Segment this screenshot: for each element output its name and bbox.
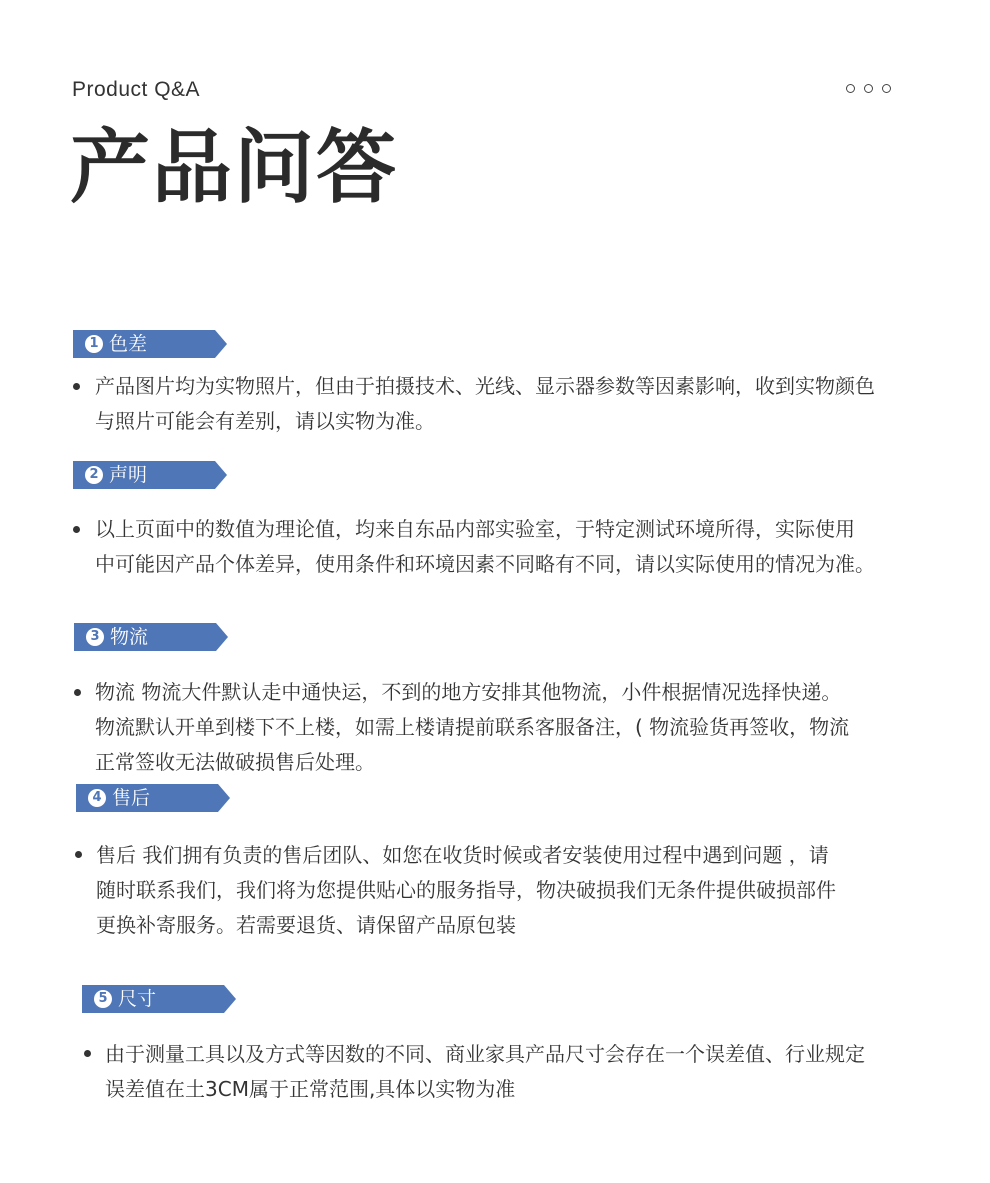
section-tag-color-difference — [73, 330, 227, 358]
text-line: 随时联系我们，我们将为您提供贴心的服务指导，物决破损我们无条件提供破损部件 — [96, 878, 836, 902]
text-line: 产品图片均为实物照片，但由于拍摄技术、光线、显示器参数等因素影响，收到实物颜色 — [95, 374, 875, 398]
dot-icon — [882, 84, 891, 93]
bullet-icon — [84, 1050, 91, 1057]
text-line: 中可能因产品个体差异，使用条件和环境因素不同略有不同，请以实际使用的情况为准。 — [95, 552, 875, 576]
text-line: 售后 我们拥有负责的售后团队、如您在收货时候或者安装使用过程中遇到问题 ，请 — [96, 843, 829, 867]
tag-arrow-icon — [216, 623, 228, 651]
dot-icon — [864, 84, 873, 93]
dot-icon — [846, 84, 855, 93]
bullet-icon — [75, 851, 82, 858]
tag-body — [73, 330, 215, 358]
number-badge: 5 — [94, 990, 112, 1008]
section-tag-statement — [73, 461, 227, 489]
bullet-icon — [74, 689, 81, 696]
section-label: 售后 — [112, 787, 151, 809]
more-options-icon[interactable] — [846, 84, 891, 93]
bullet-icon — [73, 383, 80, 390]
section-text — [95, 369, 875, 439]
section-tag-after-sales — [76, 784, 230, 812]
tag-arrow-icon — [215, 330, 227, 358]
section-text — [95, 675, 849, 780]
section-label: 色差 — [109, 333, 148, 355]
number-badge: 3 — [86, 628, 104, 646]
text-line: 物流 物流大件默认走中通快运，不到的地方安排其他物流，小件根据情况选择快递。 — [95, 680, 842, 704]
tag-body — [76, 784, 218, 812]
text-line: 以上页面中的数值为理论值，均来自东品内部实验室，于特定测试环境所得，实际使用 — [95, 517, 855, 541]
text-line: 误差值在土3CM属于正常范围,具体以实物为准 — [105, 1077, 516, 1101]
tag-arrow-icon — [215, 461, 227, 489]
section-tag-logistics — [74, 623, 228, 651]
section-text — [105, 1037, 865, 1107]
number-badge: 2 — [85, 466, 103, 484]
text-line: 更换补寄服务。若需要退货、请保留产品原包装 — [96, 913, 516, 937]
text-line: 物流默认开单到楼下不上楼，如需上楼请提前联系客服备注，( 物流验货再签收，物流 — [95, 715, 850, 739]
text-line: 正常签收无法做破损售后处理。 — [95, 750, 375, 774]
section-text — [95, 512, 875, 582]
section-label: 物流 — [110, 626, 149, 648]
tag-body — [73, 461, 215, 489]
page-title: 产品问答 — [70, 121, 398, 214]
page-subtitle: Product Q&A — [72, 78, 201, 101]
tag-arrow-icon — [224, 985, 236, 1013]
text-line: 与照片可能会有差别，请以实物为准。 — [95, 409, 435, 433]
section-label: 声明 — [109, 464, 148, 486]
number-badge: 4 — [88, 789, 106, 807]
number-badge: 1 — [85, 335, 103, 353]
section-tag-dimensions — [82, 985, 236, 1013]
section-text — [96, 838, 836, 943]
bullet-icon — [73, 526, 80, 533]
tag-arrow-icon — [218, 784, 230, 812]
tag-body — [82, 985, 224, 1013]
text-line: 由于测量工具以及方式等因数的不同、商业家具产品尺寸会存在一个误差值、行业规定 — [105, 1042, 865, 1066]
tag-body — [74, 623, 216, 651]
section-label: 尺寸 — [118, 988, 157, 1010]
